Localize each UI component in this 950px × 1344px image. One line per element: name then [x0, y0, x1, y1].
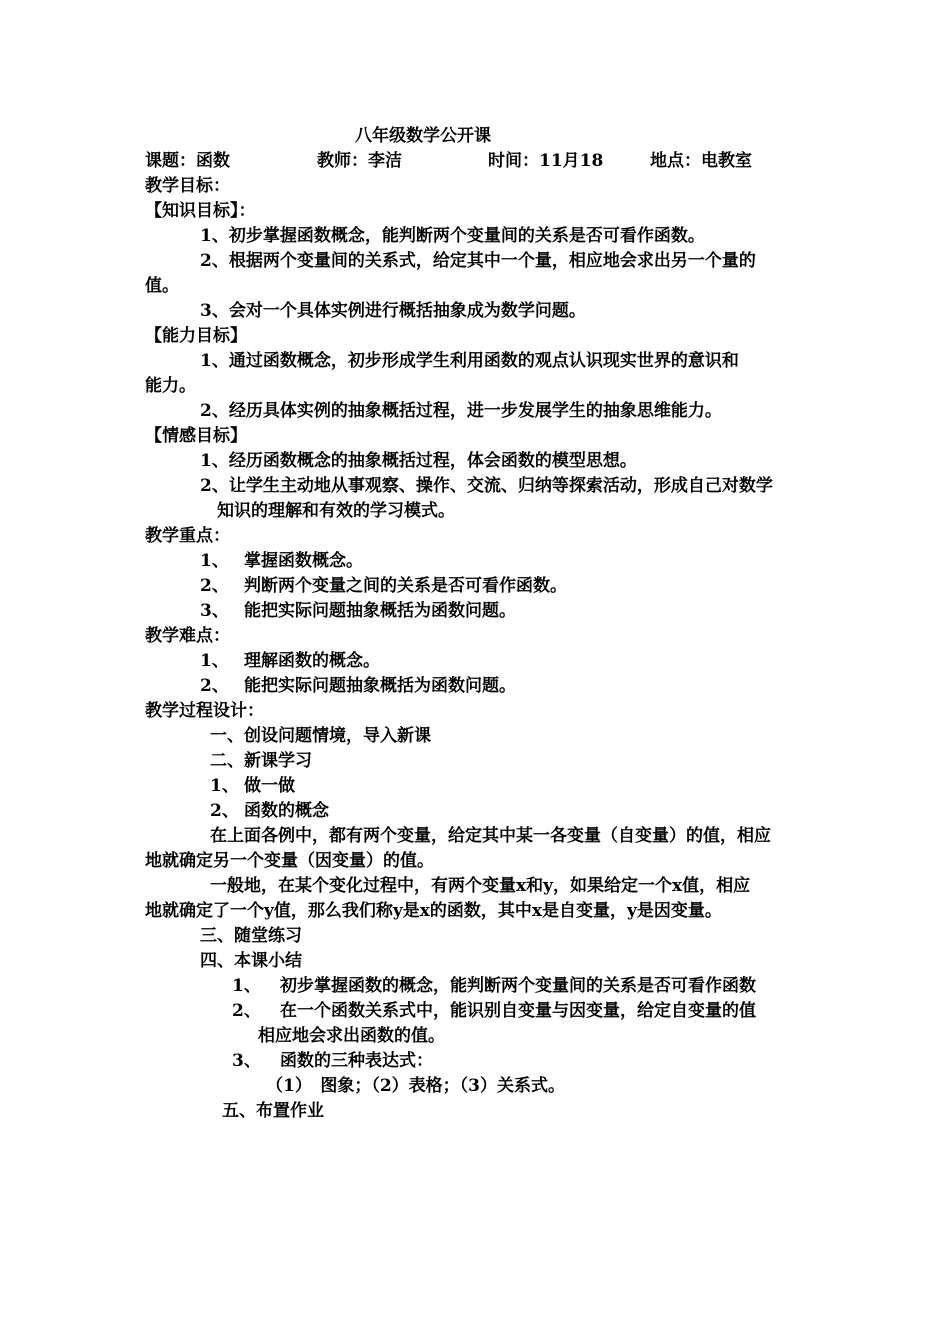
ability-item: 1、通过函数概念，初步形成学生利用函数的观点认识现实世界的意识和	[200, 351, 739, 371]
meta-topic: 课题：函数	[145, 151, 230, 171]
process-section-3: 三、随堂练习	[200, 926, 302, 946]
difficult-point-text: 能把实际问题抽象概括为函数问题。	[244, 676, 516, 696]
ability-heading: 【能力目标】	[145, 326, 247, 346]
document-title: 八年级数学公开课	[355, 126, 491, 146]
key-points-heading: 教学重点：	[145, 526, 230, 546]
subsection-text: 函数的概念	[244, 801, 329, 821]
process-section-2: 二、新课学习	[210, 751, 312, 771]
key-point-number: 1、	[200, 551, 229, 571]
summary-text: 函数的三种表达式：	[280, 1051, 433, 1071]
definition-paragraph-line: 地就确定了一个y值，那么我们称y是x的函数，其中x是自变量，y是因变量。	[145, 901, 722, 921]
definition-paragraph-line: 一般地，在某个变化过程中，有两个变量x和y，如果给定一个x值，相应	[210, 876, 751, 896]
key-point-number: 3、	[200, 601, 229, 621]
summary-detail: （1） 图象；（2）表格；（3）关系式。	[266, 1076, 565, 1096]
process-section-5: 五、布置作业	[222, 1101, 324, 1121]
difficult-point-number: 1、	[200, 651, 229, 671]
meta-teacher: 教师：李洁	[317, 151, 402, 171]
knowledge-item: 1、初步掌握函数概念，能判断两个变量间的关系是否可看作函数。	[200, 226, 705, 246]
summary-number: 3、	[232, 1051, 261, 1071]
key-point-text: 掌握函数概念。	[244, 551, 363, 571]
key-point-text: 能把实际问题抽象概括为函数问题。	[244, 601, 516, 621]
summary-text-continued: 相应地会求出函数的值。	[258, 1026, 445, 1046]
summary-text: 在一个函数关系式中，能识别自变量与因变量，给定自变量的值	[280, 1001, 756, 1021]
meta-place: 地点：电教室	[650, 151, 752, 171]
ability-item: 2、经历具体实例的抽象概括过程，进一步发展学生的抽象思维能力。	[200, 401, 722, 421]
summary-number: 1、	[232, 976, 261, 996]
summary-number: 2、	[232, 1001, 261, 1021]
ability-item-continued: 能力。	[145, 376, 196, 396]
objectives-heading: 教学目标：	[145, 176, 230, 196]
difficult-point-number: 2、	[200, 676, 229, 696]
difficult-point-text: 理解函数的概念。	[244, 651, 380, 671]
emotion-item-continued: 知识的理解和有效的学习模式。	[217, 501, 455, 521]
subsection-text: 做一做	[244, 776, 295, 796]
process-section-4: 四、本课小结	[200, 951, 302, 971]
key-point-text: 判断两个变量之间的关系是否可看作函数。	[244, 576, 567, 596]
subsection-number: 1、	[210, 776, 239, 796]
process-heading: 教学过程设计：	[145, 701, 264, 721]
key-point-number: 2、	[200, 576, 229, 596]
emotion-heading: 【情感目标】	[145, 426, 247, 446]
meta-time: 时间：11月18	[488, 151, 604, 171]
knowledge-item: 2、根据两个变量间的关系式，给定其中一个量，相应地会求出另一个量的	[200, 251, 756, 271]
subsection-number: 2、	[210, 801, 239, 821]
concept-paragraph-line: 地就确定另一个变量（因变量）的值。	[145, 851, 434, 871]
emotion-item: 1、经历函数概念的抽象概括过程，体会函数的模型思想。	[200, 451, 637, 471]
difficult-points-heading: 教学难点：	[145, 626, 230, 646]
knowledge-item: 3、会对一个具体实例进行概括抽象成为数学问题。	[200, 301, 586, 321]
knowledge-heading: 【知识目标】：	[145, 201, 256, 221]
knowledge-item-continued: 值。	[145, 276, 179, 296]
summary-text: 初步掌握函数的概念，能判断两个变量间的关系是否可看作函数	[280, 976, 756, 996]
process-section-1: 一、创设问题情境，导入新课	[210, 726, 431, 746]
emotion-item: 2、让学生主动地从事观察、操作、交流、归纳等探索活动，形成自己对数学	[200, 476, 773, 496]
concept-paragraph-line: 在上面各例中，都有两个变量，给定其中某一各变量（自变量）的值，相应	[210, 826, 771, 846]
